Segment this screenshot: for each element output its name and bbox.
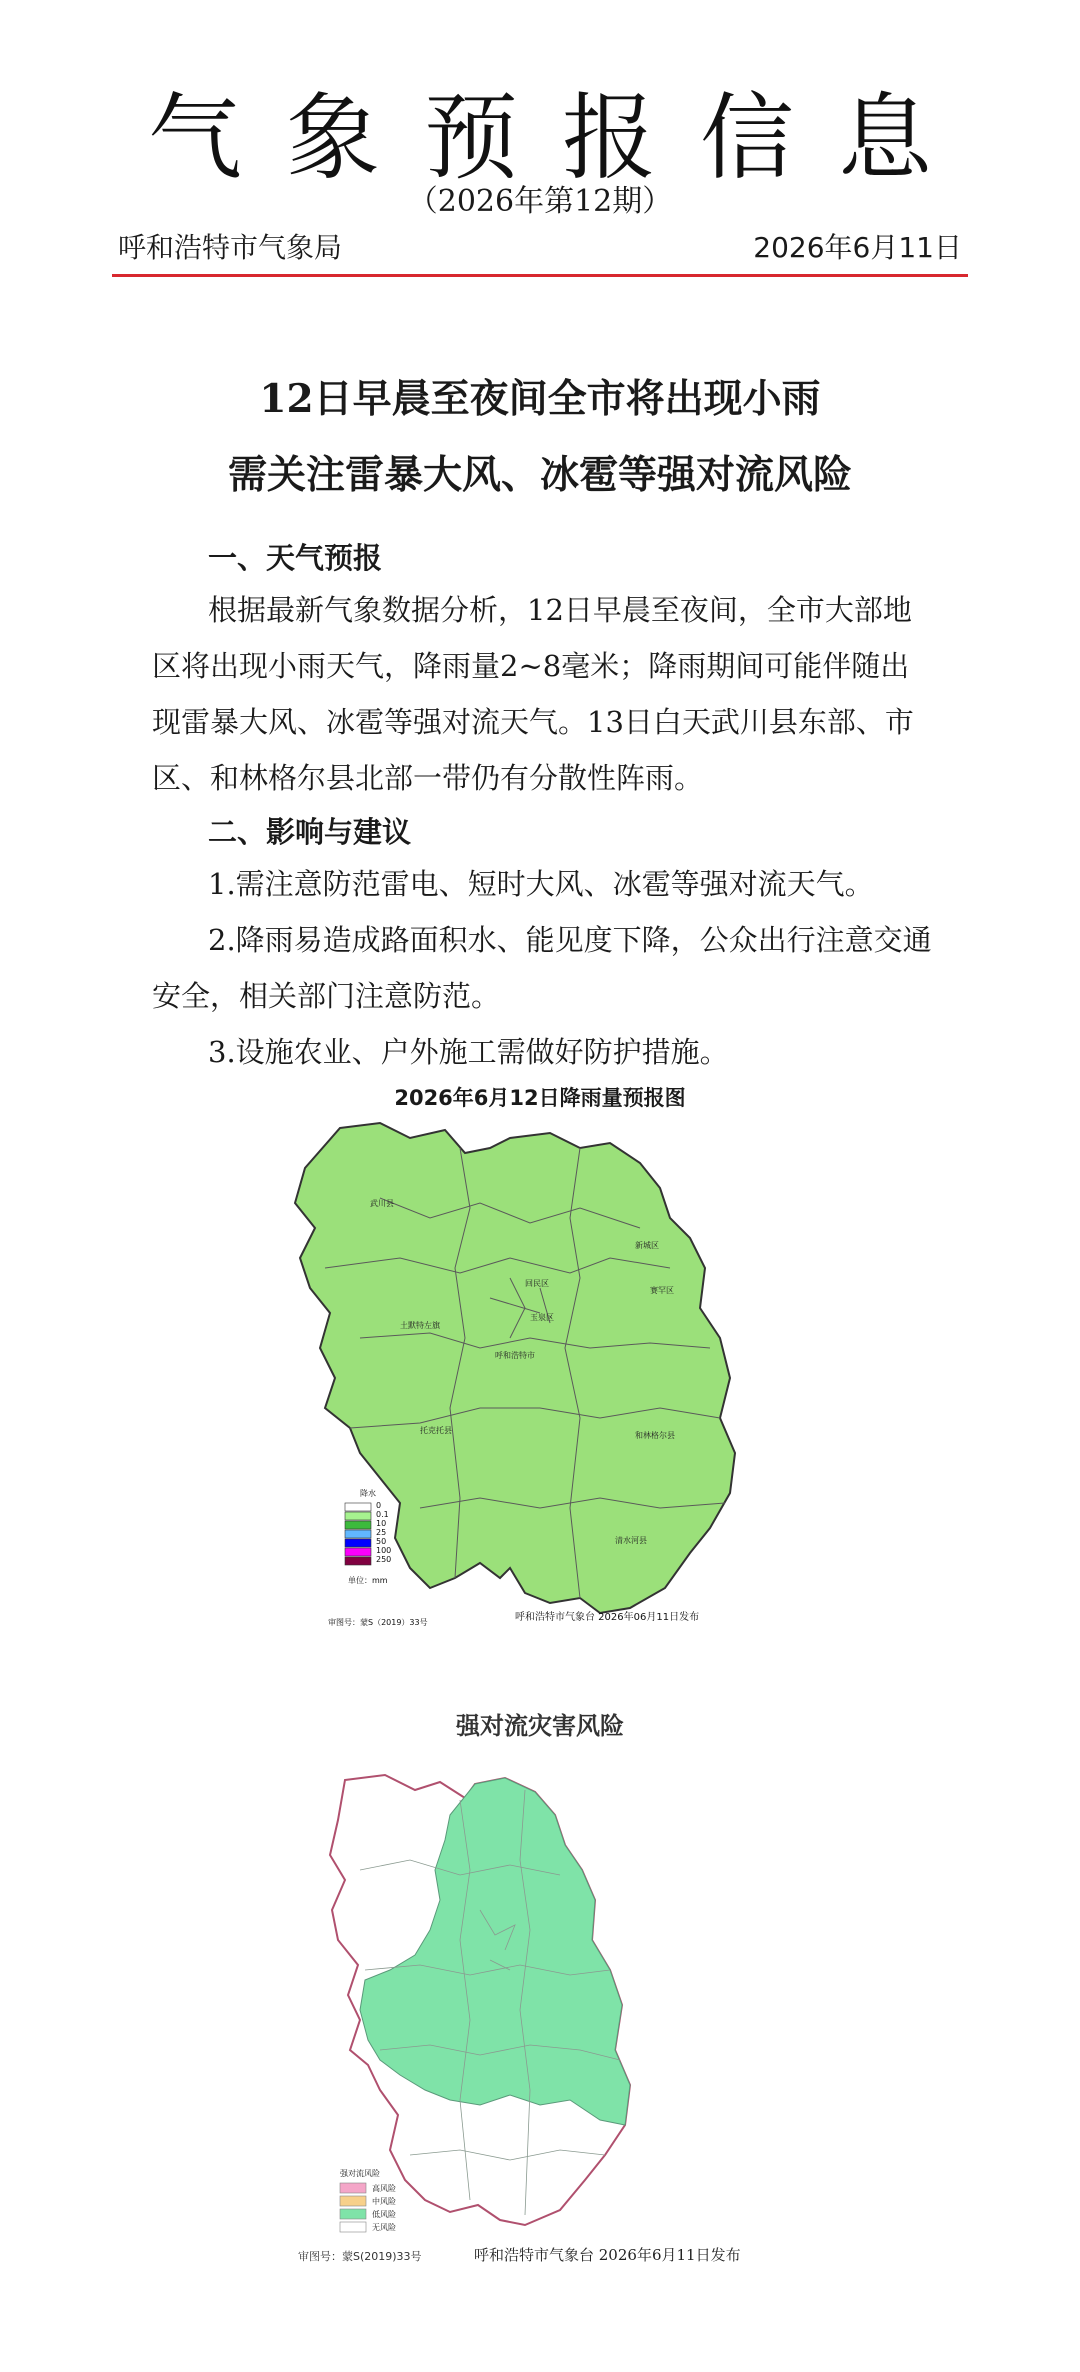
risk-legend (340, 2168, 396, 2232)
risk-swatch-none (340, 2222, 366, 2232)
forecast-paragraph (152, 582, 928, 806)
legend-level: 100 (376, 1546, 392, 1555)
legend-level: 0.1 (376, 1510, 389, 1519)
advice-item-2-cont: 安全，相关部门注意防范。 (152, 979, 501, 1013)
legend-level: 25 (376, 1528, 387, 1537)
legend-level: 50 (376, 1537, 387, 1546)
rain-legend-unit: 单位：mm (348, 1576, 388, 1585)
issue-number: （2026年第12期） (407, 184, 673, 219)
legend-swatch-5 (345, 1548, 371, 1556)
masthead-title: 气象预报信息 (147, 84, 976, 193)
risk-map-title: 强对流灾害风险 (456, 1712, 624, 1740)
risk-map-approval: 审图号：蒙S(2019)33号 (298, 2250, 422, 2263)
legend-swatch-0 (345, 1503, 371, 1511)
legend-swatch-3 (345, 1530, 371, 1538)
advice-paragraph (152, 856, 932, 1080)
district-label: 新城区 (635, 1241, 659, 1250)
district-label: 托克托县 (420, 1426, 452, 1435)
convective-risk-map (320, 1760, 740, 2260)
district-label: 玉泉区 (530, 1313, 554, 1322)
rain-map-approval: 审图号：蒙S（2019）33号 (328, 1618, 428, 1627)
advice-item-3: 3.设施农业、户外施工需做好防护措施。 (208, 1035, 729, 1069)
advice-item-1: 1.需注意防范雷电、短时大风、冰雹等强对流天气。 (208, 867, 874, 901)
risk-legend-item: 中风险 (372, 2197, 396, 2206)
district-label: 武川县 (370, 1199, 394, 1208)
district-label: 土默特左旗 (400, 1321, 440, 1330)
advice-heading: 二、影响与建议 (208, 815, 412, 849)
issue-date: 2026年6月11日 (753, 231, 962, 264)
rain-map-title: 2026年6月12日降雨量预报图 (394, 1086, 686, 1110)
legend-level: 0 (376, 1501, 382, 1510)
district-label: 呼和浩特市 (495, 1351, 535, 1360)
risk-legend-title: 强对流风险 (340, 2169, 380, 2178)
rain-legend-title: 降水 (360, 1489, 376, 1498)
issuing-agency: 呼和浩特市气象局 (118, 231, 343, 264)
rain-forecast-map (280, 1108, 800, 1648)
forecast-line: 区、和林格尔县北部一带仍有分散性阵雨。 (152, 761, 704, 795)
forecast-line: 现雷暴大风、冰雹等强对流天气。13日白天武川县东部、市 (152, 705, 914, 739)
risk-swatch-low (340, 2209, 366, 2219)
district-label: 回民区 (525, 1279, 549, 1288)
header-divider (112, 274, 968, 277)
risk-map-publisher: 呼和浩特市气象台 2026年6月11日发布 (474, 2246, 741, 2264)
risk-swatch-high (340, 2183, 366, 2193)
rain-map-publisher: 呼和浩特市气象台 2026年06月11日发布 (515, 1612, 700, 1623)
legend-swatch-6 (345, 1557, 371, 1565)
advice-item-2: 2.降雨易造成路面积水、能见度下降，公众出行注意交通 (208, 923, 932, 957)
legend-swatch-2 (345, 1521, 371, 1529)
risk-legend-item: 无风险 (372, 2223, 396, 2232)
legend-level: 10 (376, 1519, 387, 1528)
forecast-line: 根据最新气象数据分析，12日早晨至夜间，全市大部地 (208, 593, 912, 627)
risk-legend-item: 低风险 (372, 2210, 396, 2219)
forecast-line: 区将出现小雨天气，降雨量2~8毫米；降雨期间可能伴随出 (152, 649, 910, 683)
forecast-heading: 一、天气预报 (208, 541, 383, 575)
headline-line-1: 12日早晨至夜间全市将出现小雨 (259, 376, 821, 422)
legend-swatch-1 (345, 1512, 371, 1520)
risk-legend-item: 高风险 (372, 2184, 396, 2193)
headline-line-2: 需关注雷暴大风、冰雹等强对流风险 (227, 452, 852, 498)
legend-swatch-4 (345, 1539, 371, 1547)
district-label: 清水河县 (615, 1536, 647, 1545)
risk-swatch-medium (340, 2196, 366, 2206)
district-label: 赛罕区 (650, 1286, 674, 1295)
district-label: 和林格尔县 (635, 1431, 675, 1440)
legend-level: 250 (376, 1555, 392, 1564)
